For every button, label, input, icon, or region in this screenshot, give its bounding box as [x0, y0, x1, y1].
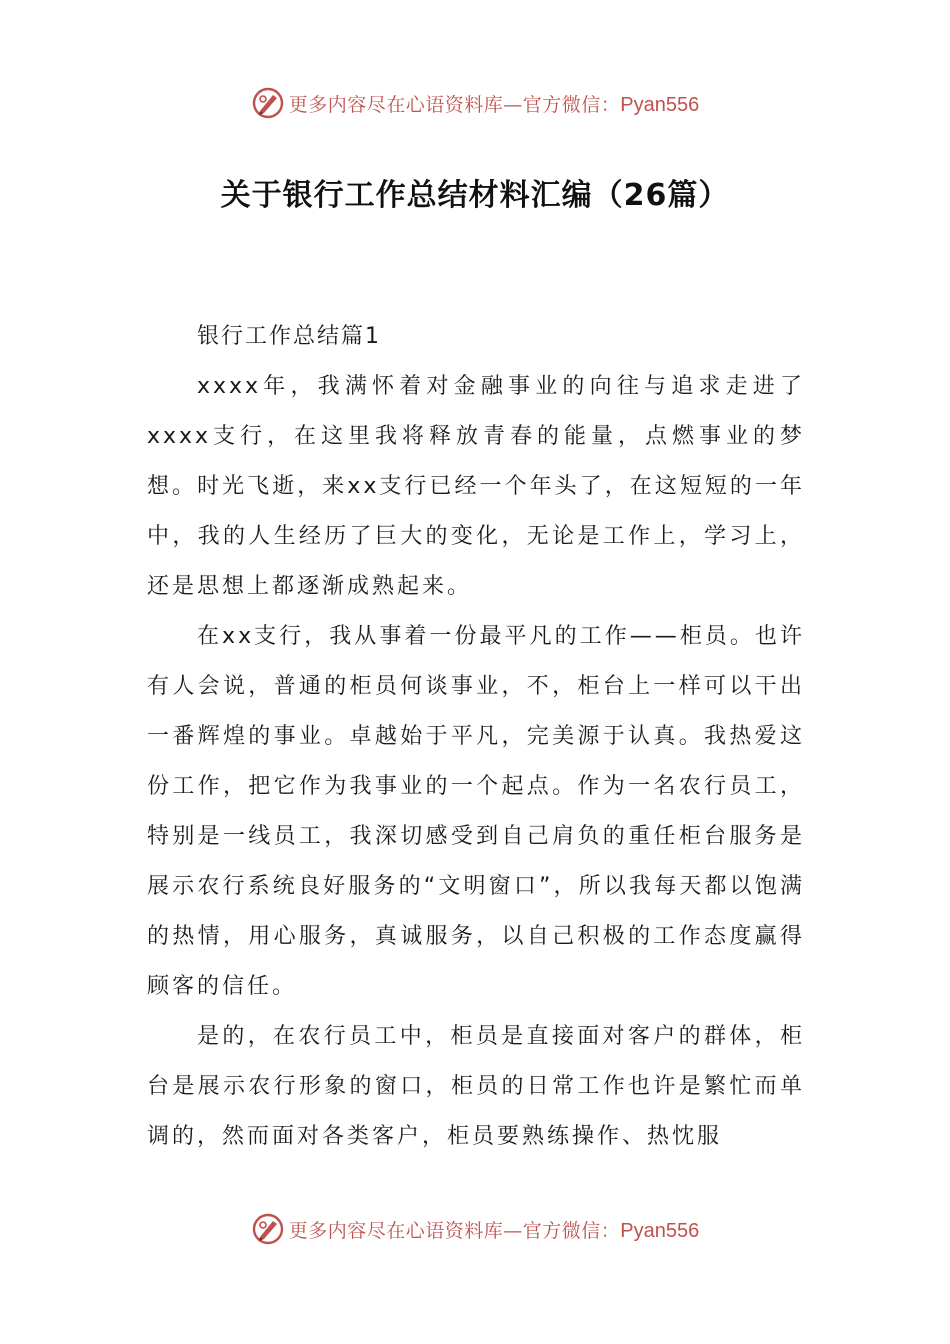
header-wechat-id: Pyan556	[620, 93, 700, 116]
pen-logo-icon	[251, 86, 285, 120]
footer-banner-text: 更多内容尽在心语资料库—官方微信：	[288, 1219, 621, 1242]
header-banner	[0, 83, 950, 123]
header-banner-text: 更多内容尽在心语资料库—官方微信：	[288, 93, 621, 116]
document-title: 关于银行工作总结材料汇编（26篇）	[220, 178, 730, 213]
section-heading: 银行工作总结篇1	[197, 324, 381, 349]
pen-logo-icon	[251, 1212, 285, 1246]
document-body	[147, 312, 805, 1162]
paragraph-3: 是的，在农行员工中，柜员是直接面对客户的群体，柜台是展示农行形象的窗口，柜员的日常工作也许是繁忙而单调的，然而面对各类客户，柜员要熟练操作、热忱服	[147, 1024, 805, 1149]
footer-banner	[0, 1209, 950, 1249]
paragraph-1: xxxx年，我满怀着对金融事业的向往与追求走进了xxxx支行，在这里我将释放青春的能量，点燃事业的梦想。时光飞逝，来xx支行已经一个年头了，在这短短的一年中，我的人生经历了巨大的变化，无论是工作上，学习上，还是思想上都逐渐成熟起来。	[147, 374, 805, 599]
paragraph-2: 在xx支行，我从事着一份最平凡的工作——柜员。也许有人会说，普通的柜员何谈事业，不，柜台上一样可以干出一番辉煌的事业。卓越始于平凡，完美源于认真。我热爱这份工作，把它作为我事业的一个起点。作为一名农行员工，特别是一线员工，我深切感受到自己肩负的重任柜台服务是展示农行系统良好服务的“文明窗口”，所以我每天都以饱满的热情，用心服务，真诚服务，以自己积极的工作态度赢得顾客的信任。	[147, 624, 805, 999]
footer-wechat-id: Pyan556	[620, 1219, 700, 1242]
